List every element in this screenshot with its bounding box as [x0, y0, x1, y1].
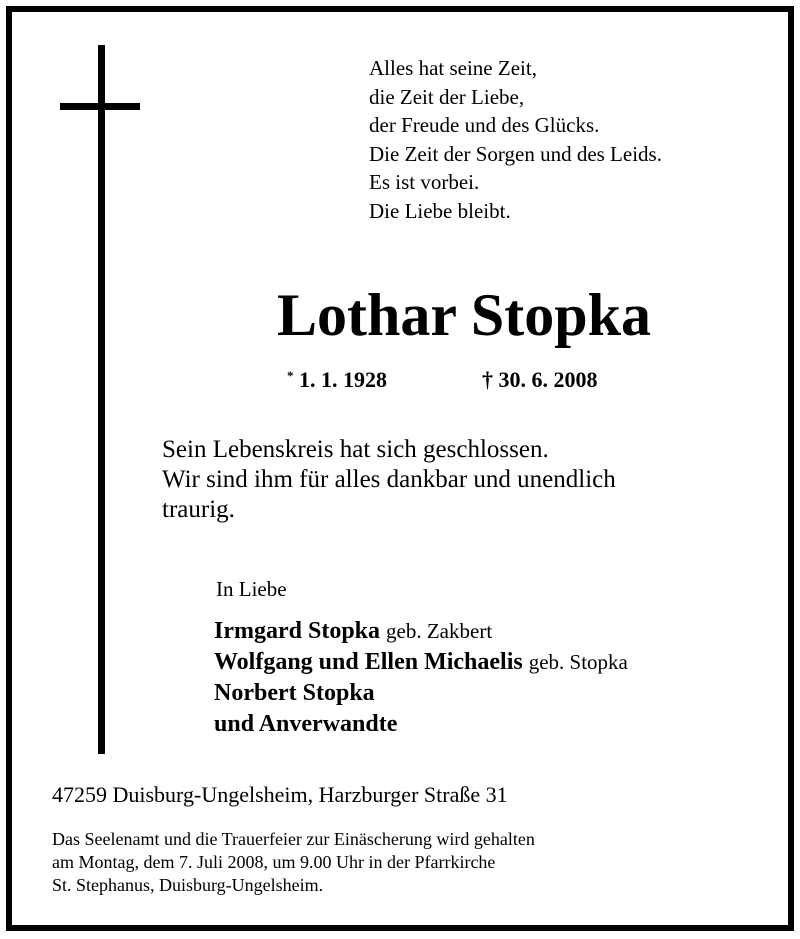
- mourner-name: Irmgard Stopka: [214, 618, 381, 644]
- poem-line: Die Liebe bleibt.: [369, 198, 511, 223]
- obituary-notice: [6, 6, 794, 931]
- message-line: Sein Lebenskreis hat sich geschlossen.: [162, 436, 549, 463]
- birth-date: 1. 1. 1928: [299, 367, 387, 392]
- death-date: 30. 6. 2008: [498, 367, 598, 392]
- mourner-name: Wolfgang und Ellen Michaelis: [214, 649, 523, 675]
- mourner-entry: [214, 709, 628, 740]
- condolence-message: [162, 435, 616, 525]
- death-date-group: [482, 367, 598, 393]
- mourner-name: und Anverwandte: [214, 711, 398, 737]
- death-cross-icon: †: [482, 367, 493, 392]
- message-line: traurig.: [162, 496, 235, 523]
- family-address: 47259 Duisburg-Ungelsheim, Harzburger Straße 31: [52, 782, 508, 807]
- service-line: am Montag, dem 7. Juli 2008, um 9.00 Uhr in der Pfarrkirche: [52, 852, 496, 872]
- mourner-nee: geb. Zakbert: [386, 619, 493, 643]
- mourners-list: [214, 616, 628, 740]
- poem-line: die Zeit der Liebe,: [369, 84, 525, 109]
- birth-star-icon: *: [287, 368, 294, 383]
- deceased-name: Lothar Stopka: [276, 282, 651, 348]
- in-liebe-label: In Liebe: [216, 577, 287, 601]
- cross-icon-crossbar: [60, 103, 140, 110]
- poem: [369, 54, 662, 225]
- mourner-nee: geb. Stopka: [528, 650, 628, 674]
- service-line: Das Seelenamt und die Trauerfeier zur Einäscherung wird gehalten: [52, 829, 535, 849]
- poem-line: der Freude und des Glücks.: [369, 113, 600, 137]
- poem-line: Alles hat seine Zeit,: [369, 56, 537, 80]
- poem-line: Es ist vorbei.: [369, 170, 480, 194]
- mourner-name: Norbert Stopka: [214, 680, 375, 706]
- mourner-entry: [214, 678, 628, 709]
- message-line: Wir sind ihm für alles dankbar und unendlich: [162, 466, 616, 493]
- service-line: St. Stephanus, Duisburg-Ungelsheim.: [52, 875, 324, 895]
- mourner-entry: [214, 647, 628, 678]
- birth-date-group: [287, 367, 387, 393]
- mourner-entry: [214, 616, 628, 647]
- service-details: [52, 828, 535, 897]
- cross-icon: [98, 45, 105, 754]
- poem-line: Die Zeit der Sorgen und des Leids.: [369, 141, 662, 166]
